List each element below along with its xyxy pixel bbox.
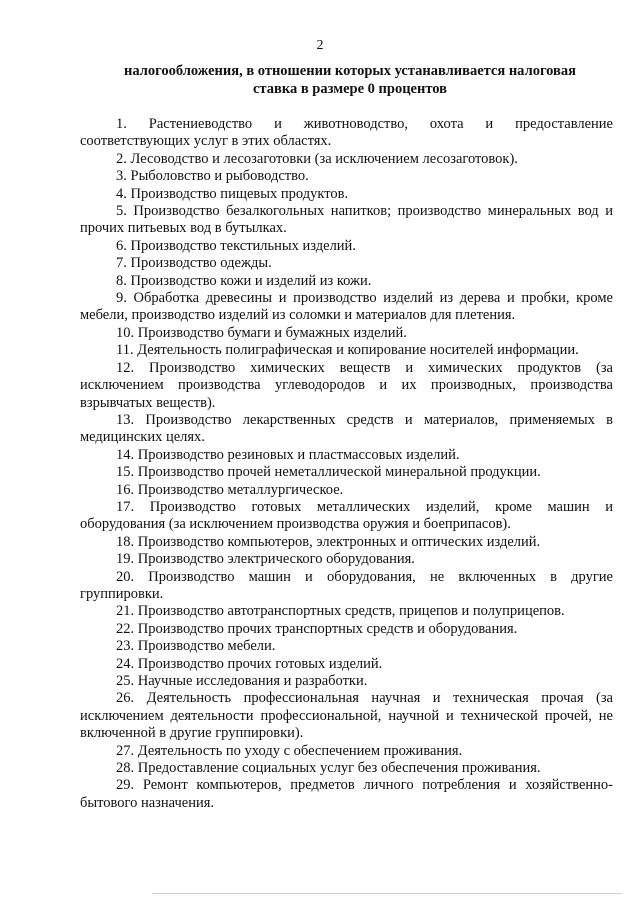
list-item: 6. Производство текстильных изделий. [116, 237, 356, 254]
section-heading-line-2: ставка в размере 0 процентов [253, 81, 447, 97]
section-heading [80, 62, 620, 98]
list-item: 19. Производство электрического оборудования. [116, 551, 415, 568]
page-number: 2 [316, 38, 324, 53]
list-item: 5. Производство безалкогольных напитков; производство минеральных вод и прочих питьевых вод в бутылках. [80, 203, 613, 237]
list-item: 29. Ремонт компьютеров, предметов личного потребления и хозяйственно-бытового назначения. [80, 777, 613, 811]
list-item: 25. Научные исследования и разработки. [116, 673, 368, 689]
list-item: 20. Производство машин и оборудования, не включенных в другие группировки. [80, 568, 613, 602]
list-item: 27. Деятельность по уходу с обеспечением проживания. [116, 742, 463, 759]
list-item: 9. Обработка древесины и производство изделий из дерева и пробки, кроме мебели, производство изделий из соломки и материалов для плетения. [80, 290, 613, 324]
list-item: 22. Производство прочих транспортных средств и оборудования. [116, 620, 518, 637]
list-item: 16. Производство металлургическое. [116, 481, 344, 498]
list-item: 18. Производство компьютеров, электронных и оптических изделий. [116, 533, 541, 550]
list-item: 4. Производство пищевых продуктов. [116, 185, 349, 202]
list-item: 2. Лесоводство и лесозаготовки (за исключением лесозаготовок). [116, 150, 518, 167]
list-item: 1. Растениеводство и животноводство, охота и предоставление соответствующих услуг в этих областях. [80, 116, 613, 150]
list-item: 8. Производство кожи и изделий из кожи. [116, 272, 372, 289]
list-item: 26. Деятельность профессиональная научная и техническая прочая (за исключением деятельности профессиональной, научной и технической прочей, не включенной в другие группировки). [80, 690, 613, 742]
list-item: 14. Производство резиновых и пластмассовых изделий. [116, 446, 460, 463]
list-item: 21. Производство автотранспортных средств, прицепов и полуприцепов. [116, 603, 565, 620]
list-item: 3. Рыболовство и рыбоводство. [116, 168, 309, 185]
list-item: 17. Производство готовых металлических изделий, кроме машин и оборудования (за исключением производства оружия и боеприпасов). [80, 498, 613, 533]
activity-list [80, 116, 613, 812]
section-heading-line-1: налогообложения, в отношении которых устанавливается налоговая [124, 63, 576, 79]
list-item: 24. Производство прочих готовых изделий. [116, 655, 383, 672]
scan-edge-line [152, 893, 622, 894]
list-item: 23. Производство мебели. [116, 638, 276, 655]
list-item: 11. Деятельность полиграфическая и копирование носителей информации. [116, 342, 579, 359]
list-item: 10. Производство бумаги и бумажных изделий. [116, 324, 407, 341]
list-item: 13. Производство лекарственных средств и материалов, применяемых в медицинских целях. [80, 411, 613, 446]
list-item: 7. Производство одежды. [116, 255, 272, 272]
list-item: 15. Производство прочей неметаллической минеральной продукции. [116, 464, 541, 481]
list-item: 12. Производство химических веществ и химических продуктов (за исключением производства углеводородов и их производных, производства взрывчатых веществ). [80, 359, 613, 411]
list-item: 28. Предоставление социальных услуг без обеспечения проживания. [116, 760, 541, 777]
